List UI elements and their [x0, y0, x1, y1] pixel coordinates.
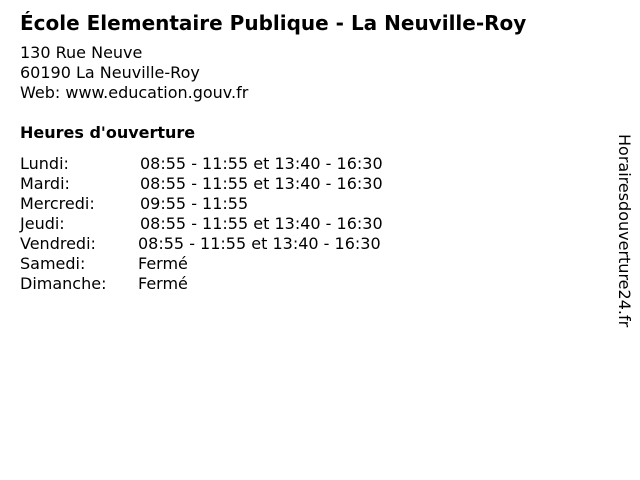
brand-text: Horairesdouverture24.fr	[615, 134, 634, 328]
day-label: Lundi:	[20, 154, 69, 173]
day-label: Dimanche:	[20, 274, 107, 293]
day-label: Mercredi:	[20, 194, 95, 213]
address-web: Web: www.education.gouv.fr	[20, 83, 249, 102]
time-value: Fermé	[138, 254, 188, 273]
day-label: Samedi:	[20, 254, 86, 273]
page-title: École Elementaire Publique - La Neuville-Roy	[20, 11, 527, 35]
hours-heading: Heures d'ouverture	[20, 123, 196, 142]
time-value: 08:55 - 11:55 et 13:40 - 16:30	[138, 234, 381, 253]
time-value: 08:55 - 11:55 et 13:40 - 16:30	[140, 174, 383, 193]
time-value: Fermé	[138, 274, 188, 293]
day-label: Mardi:	[20, 174, 70, 193]
address-street: 130 Rue Neuve	[20, 43, 143, 62]
day-label: Vendredi:	[20, 234, 96, 253]
time-value: 08:55 - 11:55 et 13:40 - 16:30	[140, 154, 383, 173]
day-label: Jeudi:	[20, 214, 65, 233]
time-value: 08:55 - 11:55 et 13:40 - 16:30	[140, 214, 383, 233]
address-city: 60190 La Neuville-Roy	[20, 63, 200, 82]
address-block	[20, 43, 248, 103]
brand-watermark	[614, 134, 634, 374]
time-value: 09:55 - 11:55	[140, 194, 249, 213]
